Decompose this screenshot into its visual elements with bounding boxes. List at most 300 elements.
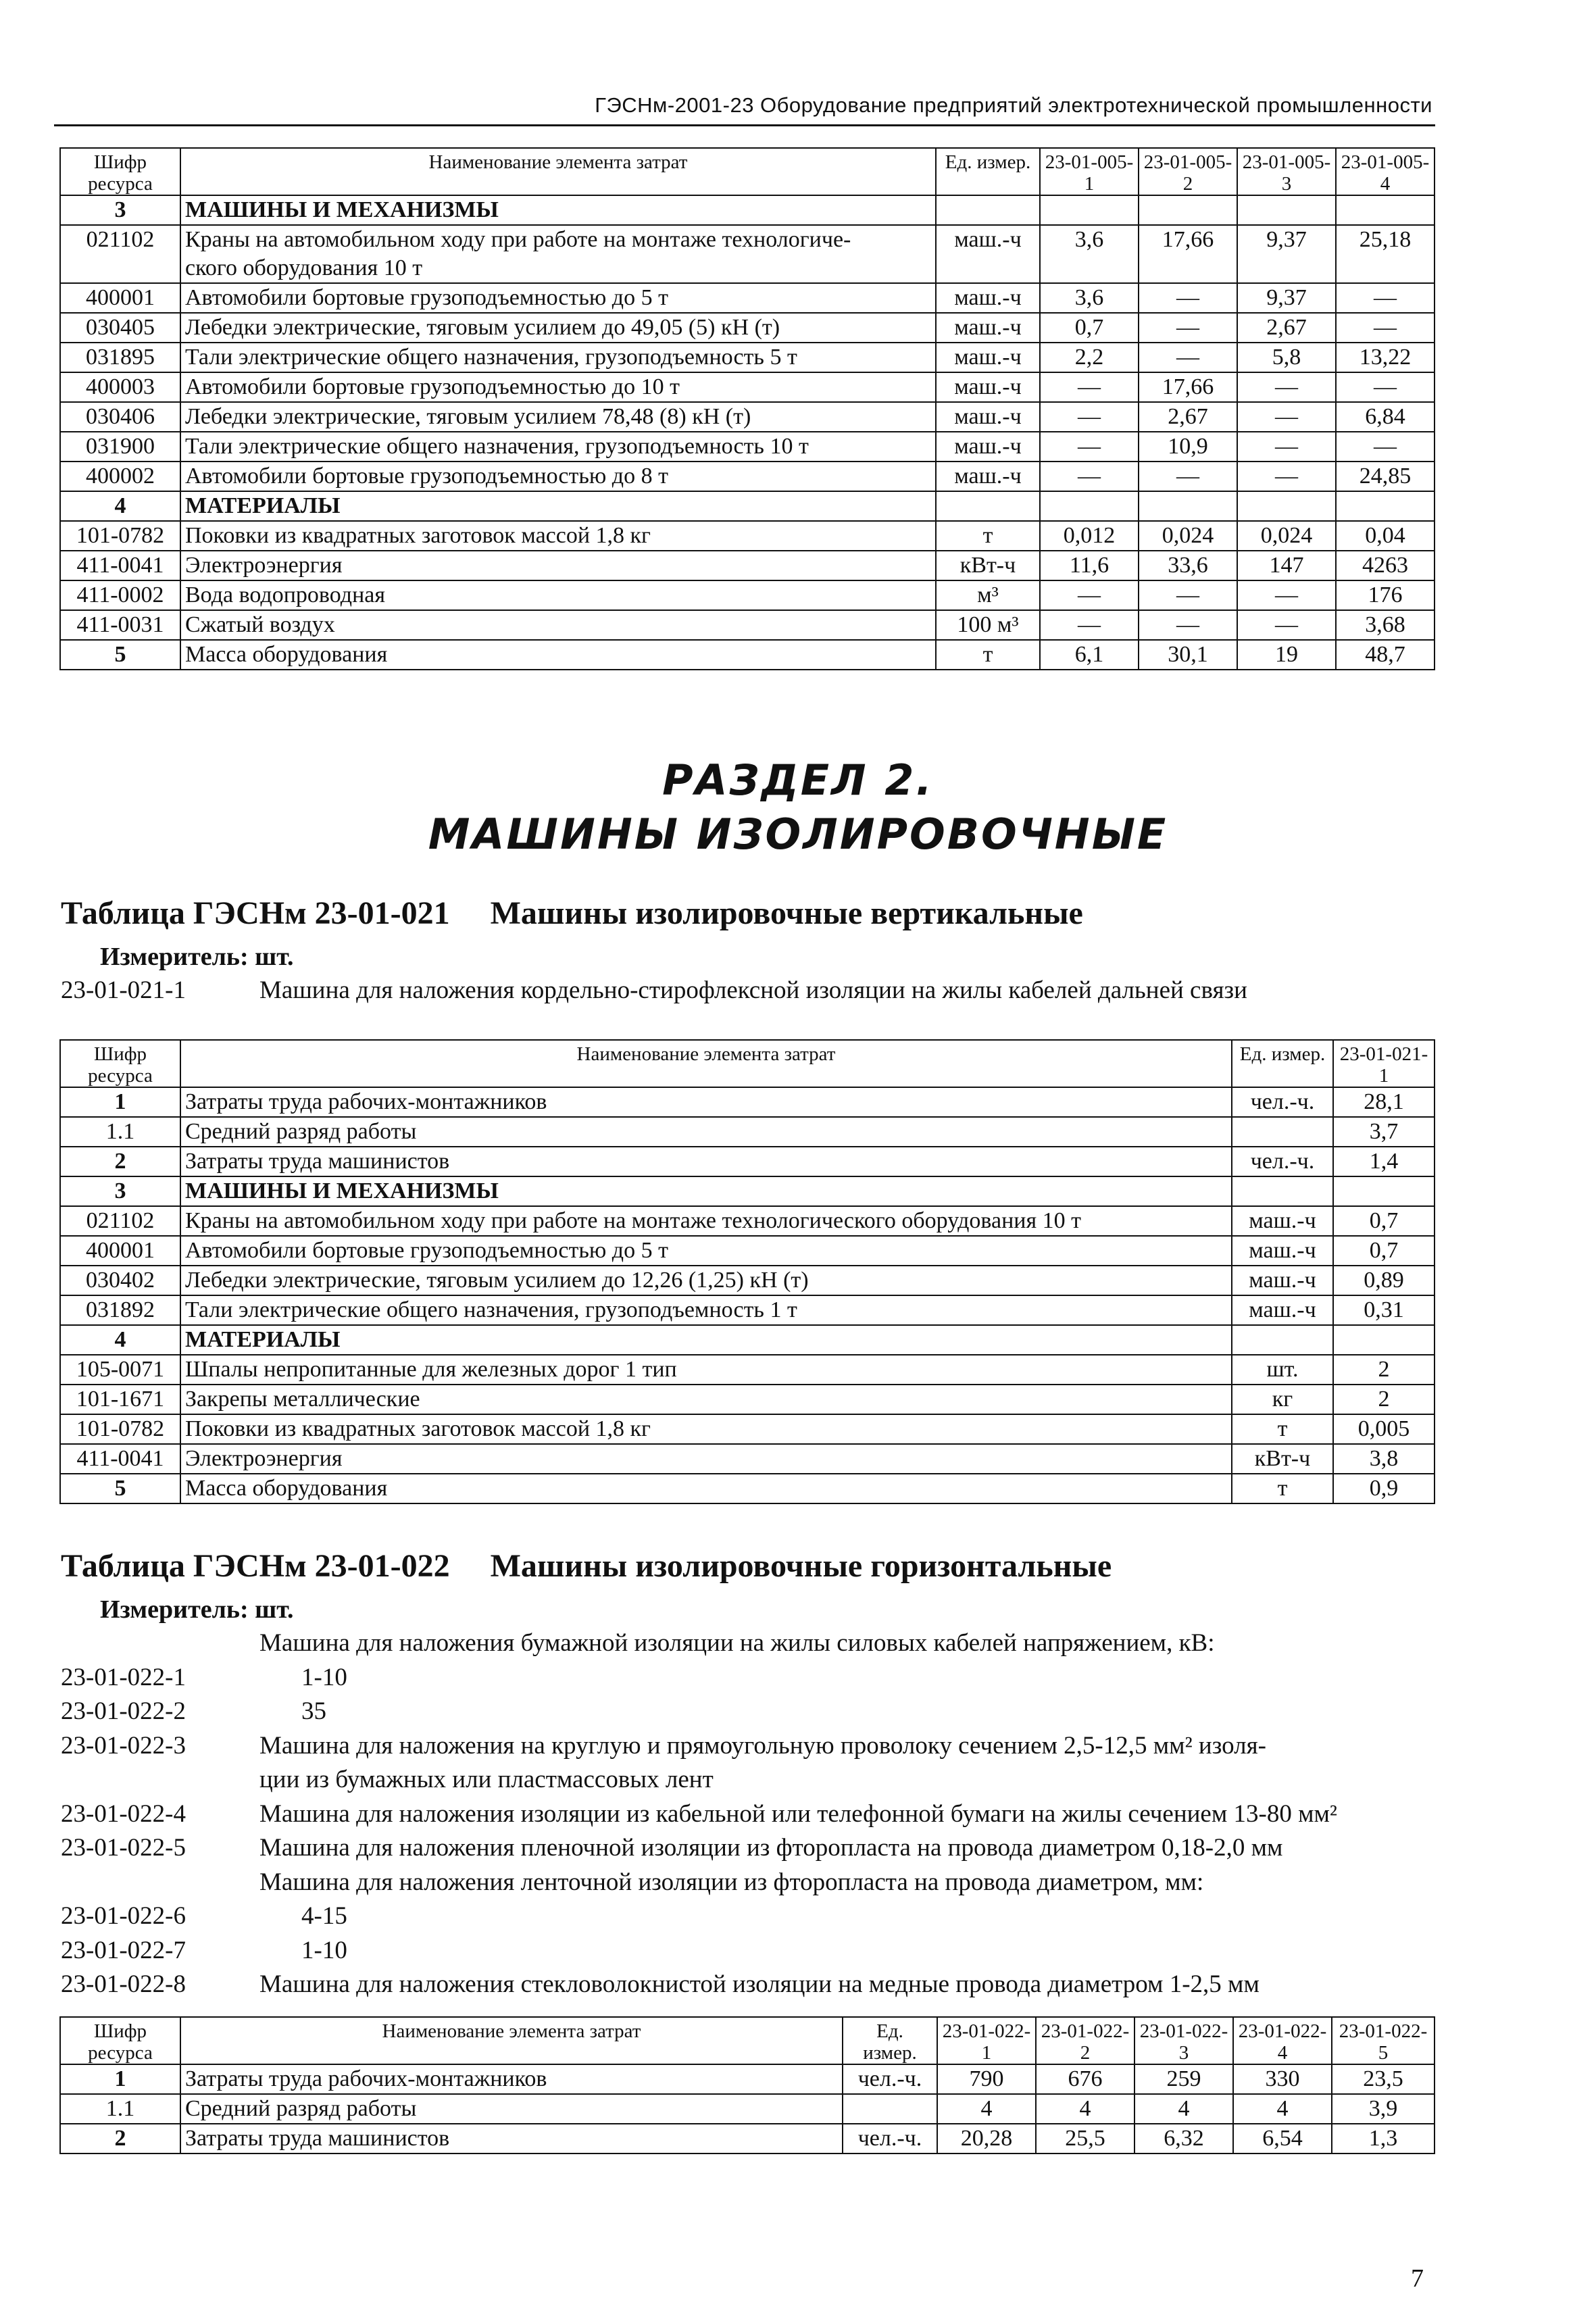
value-cell: 676 [1036,2064,1134,2094]
measure-unit: Измеритель: шт. [100,1595,294,1624]
unit-cell: маш.-ч [1232,1295,1333,1325]
value-cell: 4 [1134,2094,1233,2124]
element-name-text: Масса оборудования [185,642,388,667]
unit-cell [1232,1325,1333,1355]
element-name [180,1385,1232,1414]
value-cell: 0,89 [1333,1266,1435,1295]
value-cell: 2 [1333,1385,1435,1414]
table-header-row [60,148,1435,195]
table-row [60,283,1435,313]
element-name-text: Поковки из квадратных заготовок массой 1,8 кг [185,1416,651,1441]
item-text: 4-15 [301,1902,347,1930]
table-row [60,1414,1435,1444]
header-col: 23-01-021-1 [1333,1040,1435,1087]
table-row [60,2124,1435,2154]
unit-cell: чел.-ч. [1232,1087,1333,1117]
resource-code: 030405 [60,313,180,343]
unit-cell: т [1232,1414,1333,1444]
element-name [180,1206,1232,1236]
value-cell: 17,66 [1139,225,1237,283]
item-text: ции из бумажных или пластмассовых лент [259,1766,714,1793]
element-name-text: Поковки из квадратных заготовок массой 1,8 кг [185,523,651,548]
table-title-number: Таблица ГЭСНм 23-01-022 [61,1548,450,1584]
unit-cell [1232,1117,1333,1147]
value-cell [1336,491,1435,521]
resource-code: 5 [60,640,180,670]
element-name-text: Шпалы непропитанные для железных дорог 1 тип [185,1357,677,1382]
unit-cell: маш.-ч [936,402,1040,432]
item-text: Машина для наложения ленточной изоляции из фторопласта на провода диаметром, мм: [259,1868,1204,1896]
unit-cell: маш.-ч [936,462,1040,491]
element-name [180,462,936,491]
item-code: 23-01-022-1 [61,1663,186,1691]
resource-code: 4 [60,1325,180,1355]
element-name-text: Затраты труда рабочих-монтажников [185,1089,547,1114]
value-cell: — [1139,580,1237,610]
value-cell: — [1040,432,1139,462]
table-row [60,372,1435,402]
table-row [60,402,1435,432]
value-cell: 176 [1336,580,1435,610]
value-cell: 0,7 [1333,1236,1435,1266]
value-cell: 6,84 [1336,402,1435,432]
value-cell: 9,37 [1237,225,1336,283]
section-row [60,195,1435,225]
value-cell: 147 [1237,551,1336,580]
unit-cell: т [1232,1474,1333,1503]
element-name [180,1325,1232,1355]
table-row [60,1355,1435,1385]
value-cell: 4263 [1336,551,1435,580]
section-heading-number: РАЗДЕЛ 2. [662,755,934,805]
item-text: Машина для наложения стекловолокнистой изоляции на медные провода диаметром 1-2,5 мм [259,1970,1260,1998]
header-name: Наименование элемента затрат [180,2017,843,2064]
value-cell: 25,5 [1036,2124,1134,2154]
value-cell [1333,1176,1435,1206]
resource-code: 5 [60,1474,180,1503]
value-cell: 2,67 [1237,313,1336,343]
value-cell: 2,2 [1040,343,1139,372]
value-cell: 23,5 [1332,2064,1435,2094]
unit-cell: кг [1232,1385,1333,1414]
resource-code: 1 [60,1087,180,1117]
unit-cell: маш.-ч [936,225,1040,283]
unit-cell: маш.-ч [1232,1266,1333,1295]
section-row [60,491,1435,521]
unit-cell: чел.-ч. [843,2124,937,2154]
unit-cell: маш.-ч [936,343,1040,372]
table-header-row [60,1040,1435,1087]
element-name [180,225,936,283]
element-name-text: Закрепы металлические [185,1387,420,1412]
resource-code: 2 [60,2124,180,2154]
value-cell [1040,491,1139,521]
value-cell: 4 [1036,2094,1134,2124]
element-name [180,1295,1232,1325]
unit-cell: т [936,521,1040,551]
value-cell: 330 [1233,2064,1332,2094]
element-name [180,521,936,551]
element-name [180,2124,843,2154]
value-cell: 33,6 [1139,551,1237,580]
measure-unit: Измеритель: шт. [100,943,294,971]
value-cell: 28,1 [1333,1087,1435,1117]
value-cell: 24,85 [1336,462,1435,491]
resource-code: 3 [60,195,180,225]
unit-cell: т [936,640,1040,670]
table-row [60,521,1435,551]
item-code: 23-01-022-6 [61,1902,186,1930]
element-name-text: Краны на автомобильном ходу при работе на монтаже технологического оборудования 10 т [185,1208,1081,1233]
resource-code: 400001 [60,283,180,313]
value-cell: 13,22 [1336,343,1435,372]
element-name-text: Лебедки электрические, тяговым усилием до 49,05 (5) кН (т) [185,315,780,340]
value-cell: 6,32 [1134,2124,1233,2154]
element-name-text: Тали электрические общего назначения, грузоподъемность 10 т [185,434,809,459]
element-name [180,432,936,462]
table-row [60,432,1435,462]
element-name [180,1414,1232,1444]
element-name-text: Затраты труда машинистов [185,1149,450,1174]
value-cell: 0,024 [1237,521,1336,551]
value-cell: 2 [1333,1355,1435,1385]
value-cell: — [1336,283,1435,313]
element-name [180,283,936,313]
value-cell: — [1237,372,1336,402]
element-name-text: Краны на автомобильном ходу при работе на монтаже технологиче- [185,227,851,252]
element-name [180,1474,1232,1503]
element-name-text: Автомобили бортовые грузоподъемностью до 10 т [185,374,680,399]
unit-cell: маш.-ч [936,432,1040,462]
element-name [180,1355,1232,1385]
value-cell: 2,67 [1139,402,1237,432]
resource-code: 030406 [60,402,180,432]
element-name [180,313,936,343]
value-cell [1237,491,1336,521]
section-row [60,1325,1435,1355]
header-code: Шифр ресурса [60,2017,180,2064]
item-text: Машина для наложения на круглую и прямоугольную проволоку сечением 2,5-12,5 мм² изоля- [259,1731,1266,1760]
unit-cell: маш.-ч [1232,1206,1333,1236]
element-name-text: Затраты труда рабочих-монтажников [185,2066,547,2091]
value-cell: — [1040,372,1139,402]
header-col: 23-01-005-1 [1040,148,1139,195]
unit-cell: 100 м³ [936,610,1040,640]
value-cell: — [1139,462,1237,491]
value-cell [1336,195,1435,225]
element-name-text: Средний разряд работы [185,1119,417,1144]
page-number: 7 [1411,2264,1424,2293]
element-name [180,1087,1232,1117]
value-cell: 10,9 [1139,432,1237,462]
value-cell: — [1237,462,1336,491]
value-cell [1139,195,1237,225]
table-row [60,1295,1435,1325]
element-name-text: Затраты труда машинистов [185,2126,450,2151]
value-cell: — [1040,580,1139,610]
unit-cell: маш.-ч [936,283,1040,313]
value-cell: 6,1 [1040,640,1139,670]
value-cell: — [1139,610,1237,640]
resource-code: 101-0782 [60,521,180,551]
resource-code: 411-0041 [60,551,180,580]
header-unit: Ед. измер. [936,148,1040,195]
header-col: 23-01-005-4 [1336,148,1435,195]
unit-cell: кВт-ч [1232,1444,1333,1474]
table-row [60,1385,1435,1414]
value-cell: — [1139,283,1237,313]
table-row [60,1087,1435,1117]
element-name [180,2064,843,2094]
value-cell: 0,7 [1333,1206,1435,1236]
section-heading-title: МАШИНЫ ИЗОЛИРОВОЧНЫЕ [428,810,1168,859]
header-name: Наименование элемента затрат [180,148,936,195]
element-name-text: ского оборудования 10 т [185,255,423,280]
unit-cell: м³ [936,580,1040,610]
table-row [60,2094,1435,2124]
table-row [60,580,1435,610]
element-name-text: МАШИНЫ И МЕХАНИЗМЫ [185,197,499,222]
item-text: 35 [301,1697,326,1725]
table-row [60,1206,1435,1236]
value-cell: — [1139,313,1237,343]
item-code: 23-01-022-4 [61,1799,186,1828]
resource-code: 031895 [60,343,180,372]
element-name-text: Вода водопроводная [185,582,385,607]
resource-code: 021102 [60,1206,180,1236]
element-name [180,640,936,670]
element-name [180,2094,843,2124]
table-title-name: Машины изолировочные вертикальные [490,895,1083,931]
value-cell [1333,1325,1435,1355]
value-cell: 0,04 [1336,521,1435,551]
item-code: 23-01-022-5 [61,1834,186,1862]
value-cell: 9,37 [1237,283,1336,313]
section-row [60,1176,1435,1206]
table-row [60,551,1435,580]
value-cell: 3,6 [1040,283,1139,313]
resource-code: 101-1671 [60,1385,180,1414]
element-name-text: Автомобили бортовые грузоподъемностью до 5 т [185,285,668,310]
value-cell: 19 [1237,640,1336,670]
table-title-021 [61,895,1083,932]
resource-code: 1.1 [60,2094,180,2124]
header-col: 23-01-022-4 [1233,2017,1332,2064]
item-text: 1-10 [301,1936,347,1964]
table-row [60,462,1435,491]
table-row [60,225,1435,283]
header-col: 23-01-022-2 [1036,2017,1134,2064]
running-header: ГЭСНм-2001-23 Оборудование предприятий электротехнической промышленности [595,93,1432,117]
value-cell: — [1336,432,1435,462]
resource-code: 101-0782 [60,1414,180,1444]
element-name [180,551,936,580]
element-name-text: МАТЕРИАЛЫ [185,493,341,518]
unit-cell: шт. [1232,1355,1333,1385]
value-cell: 3,7 [1333,1117,1435,1147]
value-cell: — [1237,610,1336,640]
resource-code: 411-0041 [60,1444,180,1474]
element-name-text: МАТЕРИАЛЫ [185,1327,341,1352]
element-name-text: Тали электрические общего назначения, грузоподъемность 1 т [185,1297,797,1322]
value-cell: 48,7 [1336,640,1435,670]
unit-cell: маш.-ч [936,372,1040,402]
value-cell: 4 [1233,2094,1332,2124]
element-name-text: Сжатый воздух [185,612,335,637]
resource-table-021 [59,1039,1435,1504]
header-col: 23-01-022-5 [1332,2017,1435,2064]
element-name [180,580,936,610]
table-row [60,343,1435,372]
table-row [60,1444,1435,1474]
resource-table-022 [59,2016,1435,2154]
element-name-text: Масса оборудования [185,1476,388,1501]
header-unit: Ед. измер. [843,2017,937,2064]
resource-code: 400001 [60,1236,180,1266]
item-text: Машина для наложения кордельно-стирофлексной изоляции на жилы кабелей дальней связи [259,976,1247,1004]
value-cell: — [1040,462,1139,491]
value-cell [1237,195,1336,225]
table-row [60,1266,1435,1295]
value-cell: 17,66 [1139,372,1237,402]
table-header-row [60,2017,1435,2064]
element-name [180,610,936,640]
resource-code: 031900 [60,432,180,462]
value-cell: 0,012 [1040,521,1139,551]
unit-cell [1232,1176,1333,1206]
value-cell [1139,491,1237,521]
element-name-text: МАШИНЫ И МЕХАНИЗМЫ [185,1178,499,1203]
table-title-number: Таблица ГЭСНм 23-01-021 [61,895,450,931]
resource-code: 411-0031 [60,610,180,640]
value-cell: 1,3 [1332,2124,1435,2154]
header-unit: Ед. измер. [1232,1040,1333,1087]
unit-cell: чел.-ч. [843,2064,937,2094]
item-code: 23-01-022-7 [61,1936,186,1964]
item-text: Машина для наложения пленочной изоляции из фторопласта на провода диаметром 0,18-2,0 мм [259,1834,1283,1862]
item-code: 23-01-021-1 [61,976,186,1004]
header-col: 23-01-022-1 [937,2017,1036,2064]
value-cell: — [1237,580,1336,610]
unit-cell: кВт-ч [936,551,1040,580]
table-row [60,313,1435,343]
value-cell: 0,024 [1139,521,1237,551]
resource-code: 1 [60,2064,180,2094]
resource-code: 4 [60,491,180,521]
element-name [180,1236,1232,1266]
table-row [60,610,1435,640]
value-cell: 3,9 [1332,2094,1435,2124]
element-name [180,1444,1232,1474]
item-code: 23-01-022-3 [61,1731,186,1760]
value-cell: 5,8 [1237,343,1336,372]
value-cell: 790 [937,2064,1036,2094]
item-code: 23-01-022-8 [61,1970,186,1998]
table-title-022 [61,1547,1112,1585]
element-name [180,1117,1232,1147]
element-name [180,1266,1232,1295]
element-name-text: Тали электрические общего назначения, грузоподъемность 5 т [185,345,797,370]
resource-code: 031892 [60,1295,180,1325]
unit-cell: чел.-ч. [1232,1147,1333,1176]
resource-code: 030402 [60,1266,180,1295]
header-code: Шифр ресурса [60,148,180,195]
value-cell: 20,28 [937,2124,1036,2154]
element-name-text: Автомобили бортовые грузоподъемностью до 5 т [185,1238,668,1263]
element-name [180,372,936,402]
element-name-text: Лебедки электрические, тяговым усилием 78,48 (8) кН (т) [185,404,751,429]
value-cell: 25,18 [1336,225,1435,283]
element-name [180,491,936,521]
header-rule [54,124,1435,126]
value-cell: — [1237,402,1336,432]
element-name [180,343,936,372]
header-code: Шифр ресурса [60,1040,180,1087]
table-row [60,1474,1435,1503]
resource-code: 3 [60,1176,180,1206]
unit-cell: маш.-ч [936,313,1040,343]
element-name-text: Лебедки электрические, тяговым усилием до 12,26 (1,25) кН (т) [185,1268,809,1293]
resource-code: 400002 [60,462,180,491]
unit-cell [936,491,1040,521]
unit-cell [843,2094,937,2124]
value-cell: 3,8 [1333,1444,1435,1474]
element-name [180,1147,1232,1176]
table-row [60,640,1435,670]
resource-table-005 [59,147,1435,670]
header-col: 23-01-005-2 [1139,148,1237,195]
resource-code: 1.1 [60,1117,180,1147]
element-name-text: Электроэнергия [185,1446,343,1471]
value-cell: 11,6 [1040,551,1139,580]
item-text: Машина для наложения изоляции из кабельной или телефонной бумаги на жилы сечением 13-80 мм² [259,1799,1338,1828]
resource-code: 400003 [60,372,180,402]
value-cell: — [1336,372,1435,402]
resource-code: 2 [60,1147,180,1176]
element-name-text: Автомобили бортовые грузоподъемностью до 8 т [185,464,668,489]
table-row [60,1147,1435,1176]
value-cell: 3,68 [1336,610,1435,640]
unit-cell [936,195,1040,225]
header-col: 23-01-005-3 [1237,148,1336,195]
element-name [180,402,936,432]
value-cell: — [1040,610,1139,640]
element-name [180,1176,1232,1206]
element-name [180,195,936,225]
resource-code: 105-0071 [60,1355,180,1385]
value-cell [1040,195,1139,225]
value-cell: 6,54 [1233,2124,1332,2154]
header-name: Наименование элемента затрат [180,1040,1232,1087]
unit-cell: маш.-ч [1232,1236,1333,1266]
value-cell: 1,4 [1333,1147,1435,1176]
value-cell: 0,7 [1040,313,1139,343]
header-col: 23-01-022-3 [1134,2017,1233,2064]
table-row [60,1117,1435,1147]
value-cell: — [1336,313,1435,343]
item-code: 23-01-022-2 [61,1697,186,1725]
table-title-name: Машины изолировочные горизонтальные [490,1548,1112,1584]
value-cell: — [1139,343,1237,372]
value-cell: 3,6 [1040,225,1139,283]
value-cell: 259 [1134,2064,1233,2094]
element-name-text: Средний разряд работы [185,2096,417,2121]
table-row [60,1236,1435,1266]
value-cell: 0,005 [1333,1414,1435,1444]
resource-code: 411-0002 [60,580,180,610]
element-name-text: Электроэнергия [185,553,343,578]
item-text: Машина для наложения бумажной изоляции на жилы силовых кабелей напряжением, кВ: [259,1629,1215,1657]
